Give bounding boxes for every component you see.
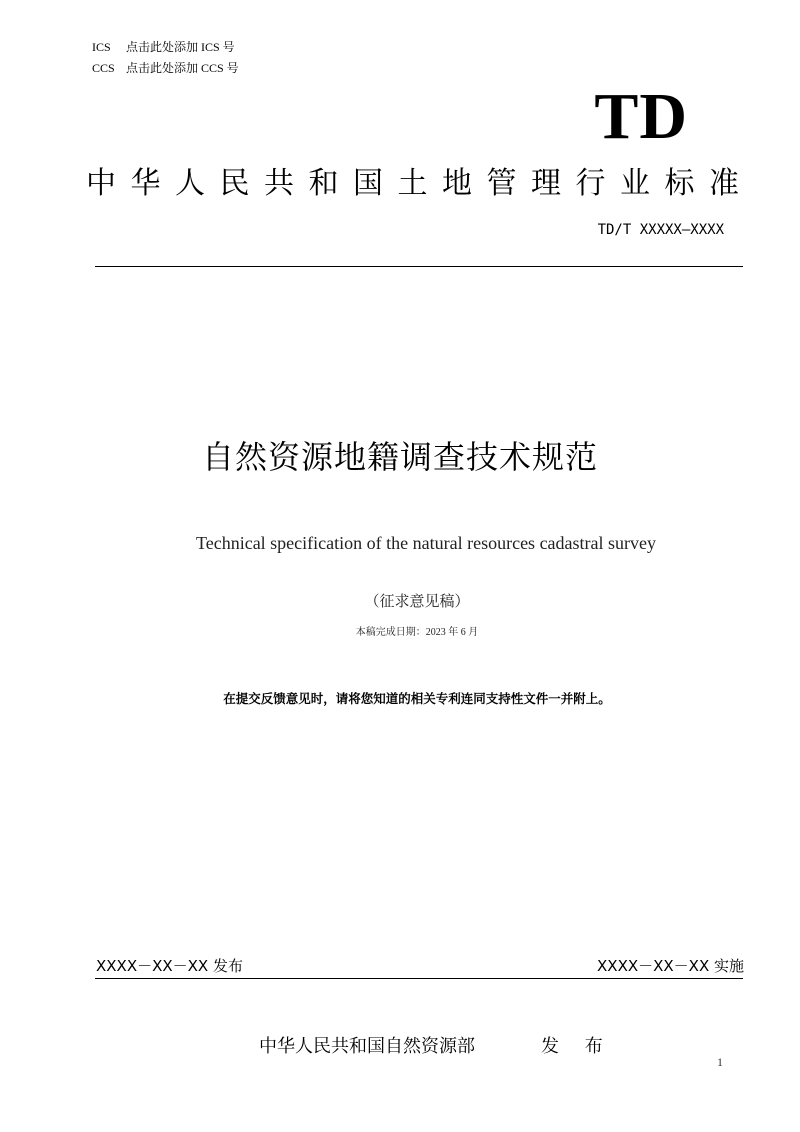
ccs-placeholder[interactable]: 点击此处添加 CCS 号 <box>126 61 239 75</box>
implement-date: XXXX－XX－XX 实施 <box>597 957 744 975</box>
page-number: 1 <box>717 1055 723 1069</box>
draft-status: （征求意见稿） <box>364 594 470 610</box>
publish-label: 发 布 <box>541 1036 613 1057</box>
td-logo: TD <box>594 80 688 153</box>
ics-placeholder[interactable]: 点击此处添加 ICS 号 <box>126 40 235 54</box>
header-divider <box>95 266 743 267</box>
patent-notice: 在提交反馈意见时，请将您知道的相关专利连同支持性文件一并附上。 <box>223 691 611 706</box>
draft-date: 本稿完成日期：2023 年 6 月 <box>355 627 479 638</box>
ccs-line <box>92 61 239 75</box>
publisher-name: 中华人民共和国自然资源部 <box>259 1036 475 1057</box>
ics-label: ICS <box>92 40 111 54</box>
document-title-en: Technical specification of the natural resources cadastral survey <box>195 533 657 553</box>
ics-line <box>92 40 235 54</box>
standard-number: TD/T XXXXX—XXXX <box>597 222 724 238</box>
standard-category: 中华人民共和国土地管理行业标准 <box>86 166 754 201</box>
publish-date: XXXX－XX－XX 发布 <box>96 957 243 975</box>
footer-divider <box>95 978 743 979</box>
document-title-cn: 自然资源地籍调查技术规范 <box>201 438 598 476</box>
ccs-label: CCS <box>92 61 115 75</box>
